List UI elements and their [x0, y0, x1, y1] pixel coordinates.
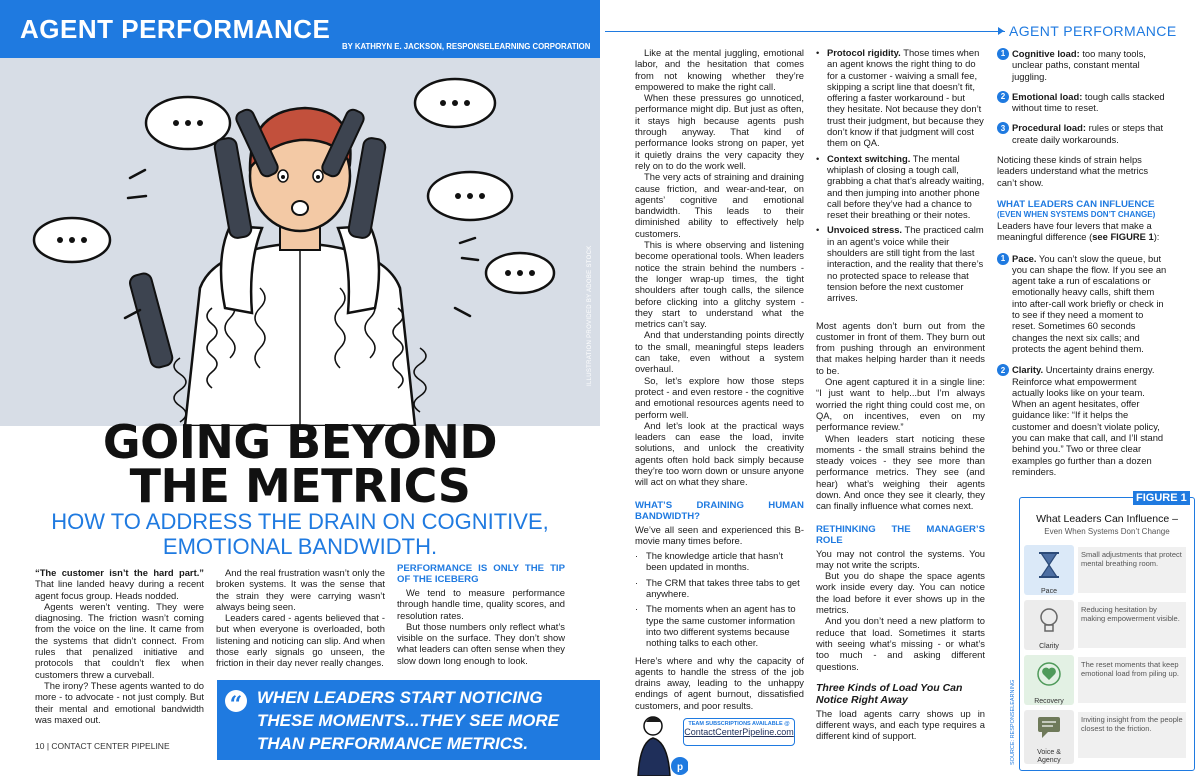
list-item: 3 Procedural load: rules or steps that create daily workarounds. — [997, 122, 1169, 145]
list-item: • Context switching. The mental whiplash of closing a tough call, grabbing a chat that’s already waiting, and then jumping into another phone call before they’ve had a chance to reset their breathing or their notes. — [816, 152, 985, 221]
col2-p2: Leaders cared - agents believed that - but when everyone is overloaded, both listening and noticing can slip. And when those early signals go unseen, the friction in their day never really changes. — [216, 612, 385, 669]
ad-link[interactable]: ContactCenterPipeline.com — [684, 727, 794, 737]
voice-desc: Inviting insight from the people closest to the friction. — [1078, 712, 1186, 758]
manager-role-heading: RETHINKING THE MANAGER’S ROLE — [816, 523, 985, 546]
colA-p2: When these pressures go unnoticed, performance might dip. But just as often, it stays high because agents push through anyway. That kind of performance looks strong on paper, yet it quietly drains the very capacity they rely on to do the work well. — [635, 92, 804, 171]
colA-p8: We’ve all seen and experienced this B-movie many times before. — [635, 523, 804, 546]
pace-label: Pace — [1041, 588, 1057, 595]
load-subheading: Three Kinds of Load You Can Notice Right Away — [816, 681, 963, 706]
colA-p9: Here’s where and why the capacity of agents to handle the stress of the job drains away, leading to the unhappy endings of agent burnout, dissatisfied customers, and poor results. — [635, 654, 804, 711]
colB-p6: And you don’t need a new platform to reduce that load. Sometimes it starts with seeing what’s missing - or what’s too much - and asking different questions. — [816, 615, 985, 672]
col1-p2: Agents weren’t venting. They were diagnosing. The friction wasn’t coming from the voice on the line. It came from the systems that didn’t connect. From rules that penalized initiative and protocols that couldn’t flex when customers threw a curveball. — [35, 600, 204, 680]
colA-p5: And that understanding points directly to the small, meaningful steps leaders can take, even without a system overhaul. — [635, 329, 804, 375]
list-item: • Unvoiced stress. The practiced calm in an agent’s voice while their shoulders are still tight from the last interaction, and the reality that there’s no protected space to release that tension before the next customer arrives. — [816, 224, 984, 304]
svg-text:p: p — [677, 762, 684, 773]
col3-p1: We tend to measure performance through handle time, quality scores, and resolution rates. — [397, 587, 565, 621]
colA-p1: Like at the mental juggling, emotional labor, and the hesitation that comes from not knowing whether they’re empowered to make the right call. — [635, 47, 804, 92]
influence-heading: WHAT LEADERS CAN INFLUENCE — [997, 198, 1155, 210]
stressed-agent-illustration — [0, 58, 600, 426]
list-item: · The knowledge article that hasn’t been updated in months. — [635, 550, 784, 573]
left-column-2 — [216, 567, 385, 669]
colA-p3: The very acts of straining and draining cause friction, and wear-and-tear, on agents’ cognitive and emotional bandwidth. This leads to their diminished ability to effectively help customers. — [635, 171, 804, 239]
influence-subheading: (EVEN WHEN SYSTEMS DON’T CHANGE) — [997, 209, 1156, 219]
colB-p3: When leaders start noticing these moments - the small strains behind the steady voices - they see more than performance metrics. They see (and hear) what’s weighing their agents down. And once they see it clearly, they can finally influence what comes next. — [816, 432, 985, 512]
figure-row-clarity — [1024, 600, 1186, 650]
right-column-a — [635, 47, 804, 711]
ad-box[interactable] — [683, 718, 795, 746]
left-column-1 — [35, 567, 204, 725]
colA-p6: So, let’s explore how those steps protect - and even restore - the cognitive and emotional resources agents need to perform well. — [635, 374, 804, 420]
figure-row-pace — [1024, 545, 1186, 595]
figure-source: SOURCE: RESPONSELEARNING — [1010, 679, 1016, 765]
iceberg-heading: PERFORMANCE IS ONLY THE TIP OF THE ICEBERG — [397, 563, 565, 585]
recovery-label: Recovery — [1034, 698, 1064, 705]
left-column-3 — [397, 563, 565, 666]
running-head-arrow — [998, 27, 1004, 35]
ad-line-1: TEAM SUBSCRIPTIONS AVAILABLE @ — [688, 721, 790, 727]
colA-p7: And let’s look at the practical ways leaders can ease the load, invite solutions, and unlock the creativity agents often hold back simply because they’re too worn down or unsure anyone will act on what they share. — [635, 419, 804, 488]
clarity-label: Clarity — [1039, 643, 1059, 650]
list-item: • Protocol rigidity. Those times when an agent knows the right thing to do for a customer - waiving a small fee, skipping a script line that doesn’t fit, offering a faster workaround - but they hesitate. Not because they don’t trust their judgment, but because they don’t know if that judgment will cost them on QA. — [816, 47, 984, 149]
list-item: · The CRM that takes three tabs to get anywhere. — [635, 576, 800, 600]
chat-icon — [1024, 710, 1074, 744]
list-item: 1 Pace. You can’t slow the queue, but you can shape the flow. If you see an agent take a run of escalations or emotionally heavy calls, shift them into after-call work briefly or check in to see if they need a moment to reset. Sometimes 60 seconds changes the next six calls; and protects the agent behind them. — [997, 253, 1169, 355]
list-item: 2 Emotional load: tough calls stacked without time to reset. — [997, 91, 1169, 114]
right-column-c — [997, 48, 1169, 486]
pace-tile — [1024, 545, 1074, 595]
pullquote-text: WHEN LEADERS START NOTICING THESE MOMENTS...THEY SEE MORE THAN PERFORMANCE METRICS. — [257, 688, 559, 753]
subhead-line-2: EMOTIONAL BANDWIDTH. — [162, 534, 438, 559]
colA-p4: This is where observing and listening become operational tools. When leaders notice the strain behind the numbers - the longer wrap-up times, the tight shoulders after tough calls, the silence before clicking into a glitchy system - they start to understand what the metrics can’t say. — [635, 239, 804, 330]
byline: BY KATHRYN E. JACKSON, RESPONSELEARNING CORPORATION — [342, 42, 591, 51]
figure-title: What Leaders Can Influence – — [1036, 513, 1178, 525]
colC-p2: Leaders have four levers that make a meaningful difference (see FIGURE 1): — [997, 219, 1160, 243]
colC-p1: Noticing these kinds of strain helps leaders understand what the metrics can’t show. — [997, 154, 1149, 188]
figure-label: FIGURE 1 — [1133, 491, 1190, 505]
col1-p1: That line landed heavy during a recent agent focus group. Heads nodded. — [35, 578, 204, 601]
headline-line-2: THE METRICS — [129, 459, 471, 513]
list-item: · The moments when an agent has to type the same customer information into two different systems because nothing talks to each other. — [635, 603, 796, 649]
running-head: AGENT PERFORMANCE — [1009, 23, 1177, 39]
colB-p4: You may not control the systems. You may not write the scripts. — [816, 547, 985, 570]
list-item: 2 Clarity. Uncertainty drains energy. Reinforce what empowerment actually looks like on your team. When an agent hesitates, offer guidance like: “If it helps the customer and doesn’t violate policy, you can make that call, and I’ll stand behind you.” Two or three clear examples go further than a dozen reminders. — [997, 364, 1169, 477]
headline-line-1: GOING BEYOND — [102, 415, 498, 469]
colB-p7: The load agents carry shows up in different ways, and each type requires a different kind of support. — [816, 707, 985, 742]
voice-tile — [1024, 710, 1074, 764]
reader-illustration-icon — [628, 712, 688, 776]
recovery-tile — [1024, 655, 1074, 705]
hourglass-icon — [1024, 545, 1074, 583]
figure-subtitle: Even When Systems Don’t Change — [1044, 527, 1170, 536]
page-footer: 10 | CONTACT CENTER PIPELINE — [35, 741, 170, 751]
draining-heading: WHAT’S DRAINING HUMAN BANDWIDTH? — [635, 499, 804, 522]
quote-icon: “ — [225, 690, 247, 712]
colB-p5: But you do shape the space agents work inside every day. You can notice the load before it ever shows up in the metrics. — [816, 570, 985, 616]
opening-quote: “The customer isn’t the hard part.” — [35, 567, 204, 578]
heart-icon — [1024, 655, 1074, 693]
list-item: 1 Cognitive load: too many tools, unclear paths, constant mental juggling. — [997, 48, 1169, 82]
voice-label: Voice & Agency — [1037, 749, 1061, 764]
pace-desc: Small adjustments that protect mental breathing room. — [1078, 547, 1186, 593]
col2-p1: And the real frustration wasn’t only the broken systems. It was the sense that the strain they were carrying wasn’t always being seen. — [216, 567, 385, 612]
illustration — [0, 58, 600, 426]
clarity-tile — [1024, 600, 1074, 650]
subhead-line-1: HOW TO ADDRESS THE DRAIN ON COGNITIVE, — [51, 509, 549, 534]
col3-p2: But those numbers only reflect what’s visible on the surface. They don’t show what leaders can often sense when they slow down long enough to look. — [397, 620, 565, 666]
figure-row-voice — [1024, 710, 1186, 764]
right-column-b — [816, 47, 985, 742]
clarity-desc: Reducing hesitation by making empowerment visible. — [1078, 602, 1186, 648]
illustration-credit: ILLUSTRATION PROVIDED BY ADOBE STOCK — [587, 245, 593, 386]
banner-title: AGENT PERFORMANCE — [20, 14, 331, 44]
colB-p2: One agent captured it in a single line: “I just want to help...but I’m always worried the right thing could cost me, on QA, on incentives, even on my performance review.” — [816, 376, 985, 433]
subscription-ad[interactable] — [628, 712, 798, 776]
running-head-rule — [605, 31, 1005, 32]
colB-p1: Most agents don’t burn out from the customer in front of them. They burn out from pushing through an environment that makes helping harder than it needs to be. — [816, 319, 985, 376]
figure-row-recovery — [1024, 655, 1186, 705]
col1-p3: The irony? These agents wanted to do more - to advocate - not just comply. But their mental and emotional bandwidth was maxed out. — [35, 679, 204, 725]
recovery-desc: The reset moments that keep emotional load from piling up. — [1078, 657, 1186, 703]
lightbulb-icon — [1024, 600, 1074, 638]
